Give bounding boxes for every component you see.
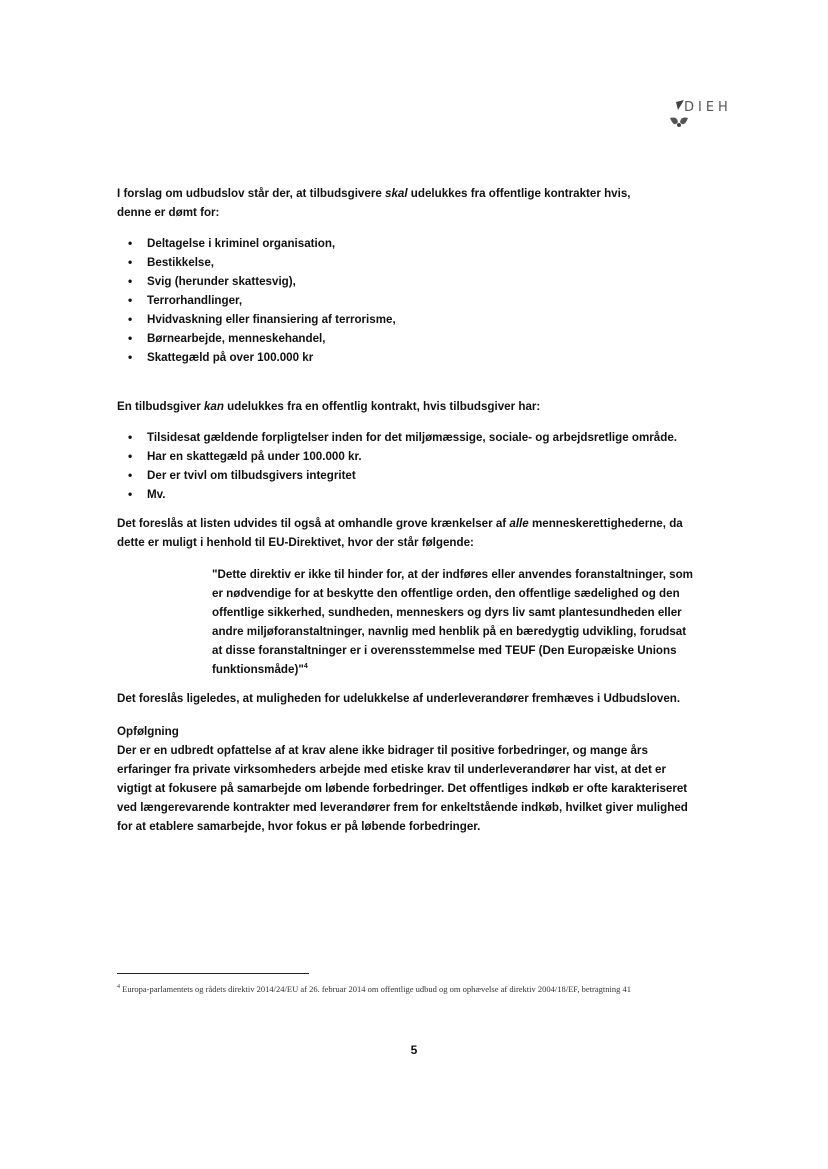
footnote-text: Europa-parlamentets og rådets direktiv 2014/24/EU af 26. februar 2014 om offentlige udbud og om ophævelse af direktiv 2004/18/EF, betragtning 41 bbox=[122, 984, 631, 994]
list-item: • Børnearbejde, menneskehandel, bbox=[117, 329, 697, 348]
list-item: • Deltagelse i kriminel organisation, bbox=[117, 234, 697, 253]
list-item: • Hvidvaskning eller finansiering af terrorisme, bbox=[117, 310, 697, 329]
optional-exclusion-list bbox=[117, 428, 697, 504]
footnote-ref: 4 bbox=[303, 663, 308, 671]
list-item: • Mv. bbox=[117, 485, 697, 504]
logo-text: DIEH bbox=[684, 100, 732, 115]
list-item: • Svig (herunder skattesvig), bbox=[117, 272, 697, 291]
list-item: • Skattegæld på over 100.000 kr bbox=[117, 348, 697, 367]
section2-intro: En tilbudsgiver kan udelukkes fra en offentlig kontrakt, hvis tilbudsgiver har: bbox=[117, 400, 541, 413]
section3-text: Det foreslås at listen udvides til også at omhandle grove krænkelser af alle menneskerettighederne, da dette er muligt i henhold til EU-Direktivet, hvor der står følgende: bbox=[117, 517, 683, 549]
list-item: • Der er tvivl om tilbudsgivers integritet bbox=[117, 466, 697, 485]
list-item: • Tilsidesat gældende forpligtelser inden for det miljømæssige, sociale- og arbejdsretlige område. bbox=[117, 428, 697, 447]
footnote-number: 4 bbox=[117, 984, 120, 991]
footnote bbox=[117, 983, 697, 996]
list-item: • Bestikkelse, bbox=[117, 253, 697, 272]
section-heading: Opfølgning bbox=[117, 725, 179, 738]
section1-intro: I forslag om udbudslov står der, at tilbudsgivere skal udelukkes fra offentlige kontrakter hvis, denne er dømt for: bbox=[117, 187, 631, 219]
page-number: 5 bbox=[410, 1043, 418, 1057]
section4-text: Det foreslås ligeledes, at muligheden for udelukkelse af underleverandører fremhæves i Udbudsloven. bbox=[117, 692, 681, 705]
document-body bbox=[117, 184, 697, 836]
footnote-divider bbox=[117, 973, 309, 974]
directive-quote: "Dette direktiv er ikke til hinder for, at der indføres eller anvendes foranstaltninger, som er nødvendige for at beskytte den offentlige orden, den offentlige sædelighed og den offentlige sikkerhed, sundheden, menneskers og dyrs liv samt plantesundheden eller andre miljøforanstaltninger, navnlig med henblik på en bæredygtig udvikling, forudsat at disse foranstaltninger er i overensstemmelse med TEUF (Den Europæiske Unions funktionsmåde)"$^4$ bbox=[212, 568, 693, 676]
section5-text: Der er en udbredt opfattelse af at krav alene ikke bidrager til positive forbedringer, og mange års erfaringer fra private virksomheders arbejde med etiske krav til underleverandører har vist, at det er vigtigt at fokusere på samarbejde om løbende forbedringer. Det offentliges indkøb er ofte karakteriseret ved længerevarende kontrakter med leverandører frem for enkeltstående indkøb, hvilket giver mulighed for at etablere samarbejde, hvor fokus er på løbende forbedringer. bbox=[117, 744, 688, 833]
dieh-logo bbox=[662, 98, 742, 134]
list-item: • Har en skattegæld på under 100.000 kr. bbox=[117, 447, 697, 466]
list-item: • Terrorhandlinger, bbox=[117, 291, 697, 310]
mandatory-exclusion-list bbox=[117, 234, 697, 367]
